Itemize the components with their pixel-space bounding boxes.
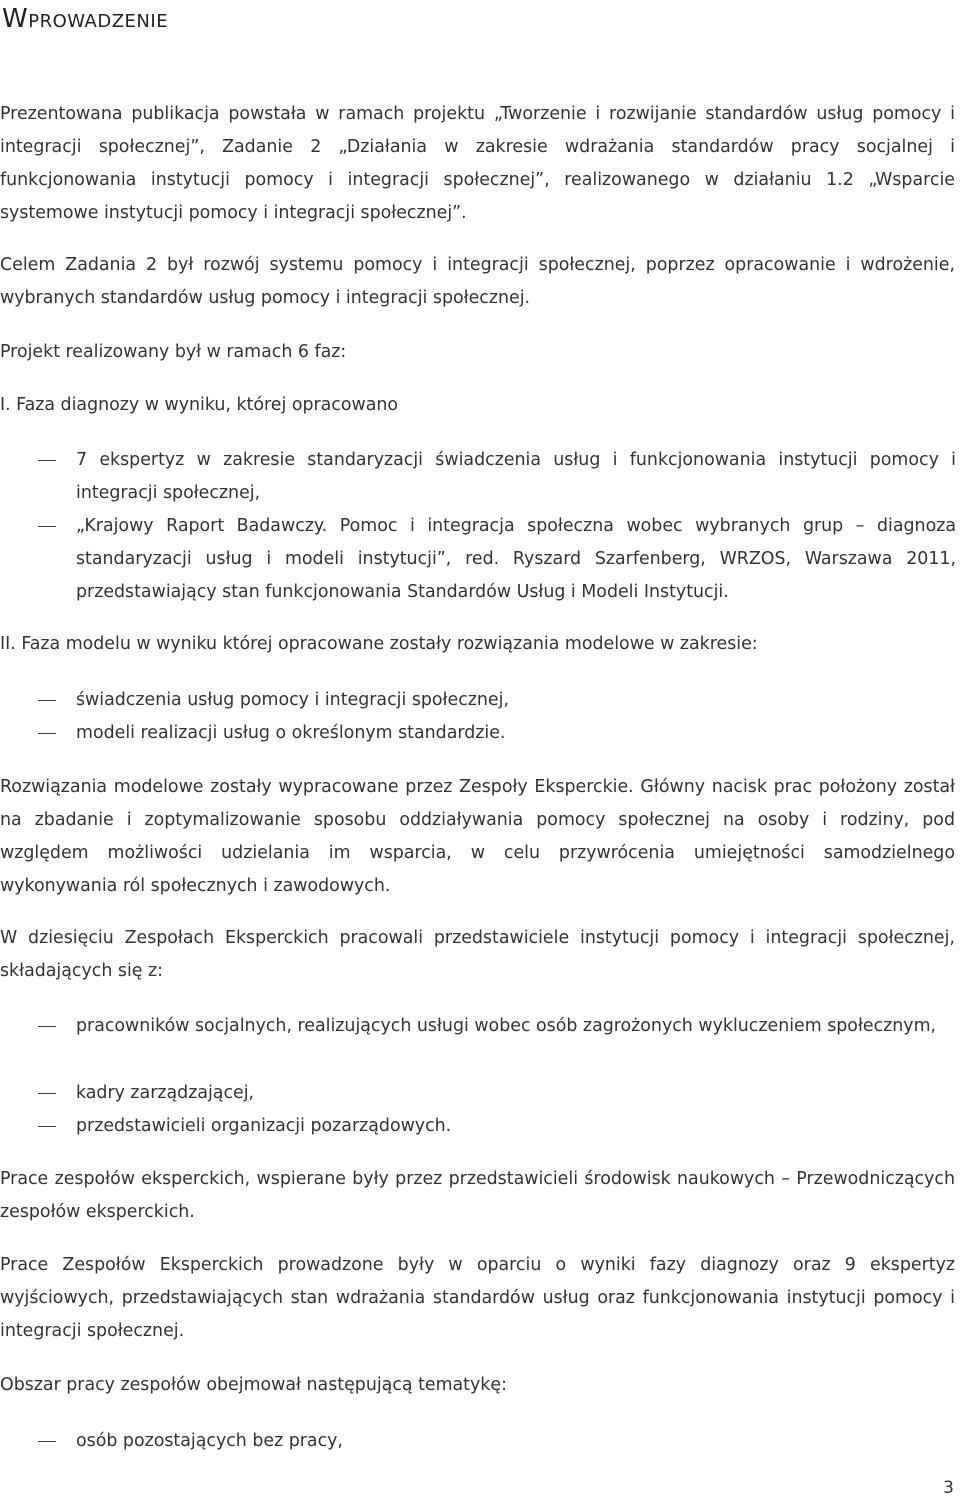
- page-number: 3: [943, 1478, 954, 1498]
- dash-bullet: [38, 1441, 56, 1442]
- dash-bullet: [38, 1026, 56, 1027]
- list-item: świadczenia usług pomocy i integracji społecznej,: [76, 690, 509, 710]
- list-item: modeli realizacji usług o określonym standardzie.: [76, 723, 506, 743]
- paragraph-team-work: Prace Zespołów Eksperckich prowadzone były w oparciu o wyniki fazy diagnozy oraz 9 ekspertyz wyjściowych, przedstawiających stan wdrażania standardów usług oraz funkcjonowania instytucji pomocy i integracji społecznej.: [0, 1255, 955, 1341]
- paragraph-intro: Prezentowana publikacja powstała w ramach projektu „Tworzenie i rozwijanie standardów usług pomocy i integracji społecznej”, Zadanie 2 „Działania w zakresie wdrażania standardów pracy socjalnej i funkcjonowania instytucji pomocy i integracji społecznej”, realizowanego w działaniu 1.2 „Wsparcie systemowe instytucji pomocy i integracji społecznej”.: [0, 104, 955, 223]
- dash-bullet: [38, 1126, 56, 1127]
- paragraph-topics: Obszar pracy zespołów obejmował następującą tematykę:: [0, 1375, 507, 1395]
- dash-bullet: [38, 700, 56, 701]
- dash-bullet: [38, 460, 56, 461]
- paragraph-phase-one: I. Faza diagnozy w wyniku, której opracowano: [0, 395, 399, 415]
- paragraph-solutions: Rozwiązania modelowe zostały wypracowane przez Zespoły Eksperckie. Główny nacisk prac położony został na zbadanie i zoptymalizowanie sposobu oddziaływania pomocy społecznej na osoby i rodziny, pod względem możliwości udzielania im wsparcia, w celu przywrócenia umiejętności samodzielnego wykonywania ról społecznych i zawodowych.: [0, 777, 955, 896]
- section-heading: Wprowadzenie: [2, 4, 169, 34]
- paragraph-goal: Celem Zadania 2 był rozwój systemu pomocy i integracji społecznej, poprzez opracowanie i wdrożenie, wybranych standardów usług pomocy i integracji społecznej.: [0, 255, 955, 308]
- list-item: kadry zarządzającej,: [76, 1083, 255, 1103]
- paragraph-teams: W dziesięciu Zespołach Eksperckich pracowali przedstawiciele instytucji pomocy i integracji społecznej, składających się z:: [0, 928, 955, 981]
- list-item: pracowników socjalnych, realizujących usługi wobec osób zagrożonych wykluczeniem społecznym,: [76, 1016, 937, 1036]
- paragraph-experts: Prace zespołów eksperckich, wspierane były przez przedstawicieli środowisk naukowych – Przewodniczących zespołów eksperckich.: [0, 1169, 955, 1222]
- paragraph-phases: Projekt realizowany był w ramach 6 faz:: [0, 342, 347, 362]
- list-item: „Krajowy Raport Badawczy. Pomoc i integracja społeczna wobec wybranych grup – diagnoza standaryzacji usług i modeli instytucji”, red. Ryszard Szarfenberg, WRZOS, Warszawa 2011, przedstawiający stan funkcjonowania Standardów Usług i Modeli Instytucji.: [76, 516, 956, 602]
- dash-bullet: [38, 733, 56, 734]
- list-item: osób pozostających bez pracy,: [76, 1431, 343, 1451]
- paragraph-phase-two: II. Faza modelu w wyniku której opracowane zostały rozwiązania modelowe w zakresie:: [0, 634, 758, 654]
- dash-bullet: [38, 526, 56, 527]
- dash-bullet: [38, 1093, 56, 1094]
- list-item: 7 ekspertyz w zakresie standaryzacji świadczenia usług i funkcjonowania instytucji pomocy i integracji społecznej,: [76, 450, 956, 503]
- list-item: przedstawicieli organizacji pozarządowych.: [76, 1116, 452, 1136]
